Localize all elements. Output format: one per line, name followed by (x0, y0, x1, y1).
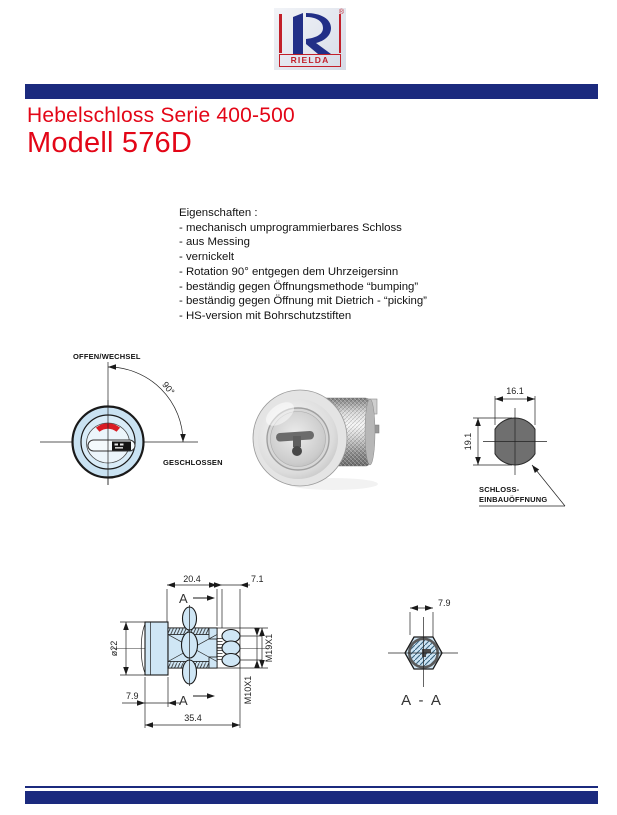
section-aa-view (388, 598, 458, 709)
feature-item: - beständig gegen Öffnungsmethode “bumping” (179, 280, 419, 293)
opening-width-dim: 16.1 (506, 386, 524, 396)
section-letter-top: A (179, 591, 188, 606)
rotation-angle-label: 90° (160, 379, 177, 397)
features-list (179, 206, 427, 324)
closed-position-label: GESCHLOSSEN (163, 458, 223, 467)
tail-hex-nut (222, 630, 240, 667)
opening-callout-line2: EINBAUÖFFNUNG (479, 495, 548, 504)
dim-tail-thread: M10X1 (243, 675, 253, 705)
product-photo (248, 384, 390, 496)
cam-lobes (182, 605, 198, 686)
logo-left-stripe (279, 14, 282, 53)
lock-face-drawing (73, 400, 144, 485)
dim-total-length: 35.4 (184, 713, 202, 723)
footer-bar (25, 791, 598, 804)
dim-section-flat-width: 7.9 (438, 598, 451, 608)
logo-brand-text: RIELDA (279, 54, 341, 67)
feature-item: - vernickelt (179, 251, 235, 264)
feature-item: - mechanisch umprogrammierbares Schloss (179, 221, 402, 234)
dim-tail-length: 7.1 (251, 574, 264, 584)
brand-logo (274, 8, 346, 70)
features-heading: Eigenschaften : (179, 207, 258, 219)
feature-item: - HS-version mit Bohrschutzstiften (179, 309, 352, 322)
dim-main-thread: M19X1 (264, 633, 274, 663)
key-bitting (112, 442, 131, 451)
feature-item: - Rotation 90° entgegen dem Uhrzeigersinn (179, 265, 399, 278)
opening-callout-line1: SCHLOSS- (479, 485, 520, 494)
section-letter-bottom: A (179, 693, 188, 708)
registered-mark: ® (338, 9, 344, 16)
logo-r-icon (286, 11, 334, 57)
side-view-drawing (100, 565, 500, 743)
footer-rule (25, 786, 598, 788)
rotation-diagram (35, 348, 235, 490)
dim-head-depth: 7.9 (126, 691, 139, 701)
section-title: A - A (401, 692, 443, 709)
install-opening-diagram (455, 372, 605, 517)
cylinder-face (253, 390, 347, 486)
series-title: Hebelschloss Serie 400-500 (27, 104, 295, 127)
header-bar (25, 84, 598, 99)
opening-height-dim: 19.1 (463, 432, 473, 451)
page-title: Modell 576D (27, 127, 193, 159)
feature-item: - aus Messing (179, 236, 250, 249)
open-position-label: OFFEN/WECHSEL (73, 352, 141, 361)
dim-head-diameter: ø22 (109, 640, 119, 657)
logo-right-stripe (339, 14, 342, 53)
feature-item: - beständig gegen Öffnung mit Dietrich - “picking” (179, 295, 427, 308)
lock-head (141, 622, 168, 675)
dim-body-length: 20.4 (183, 574, 201, 584)
